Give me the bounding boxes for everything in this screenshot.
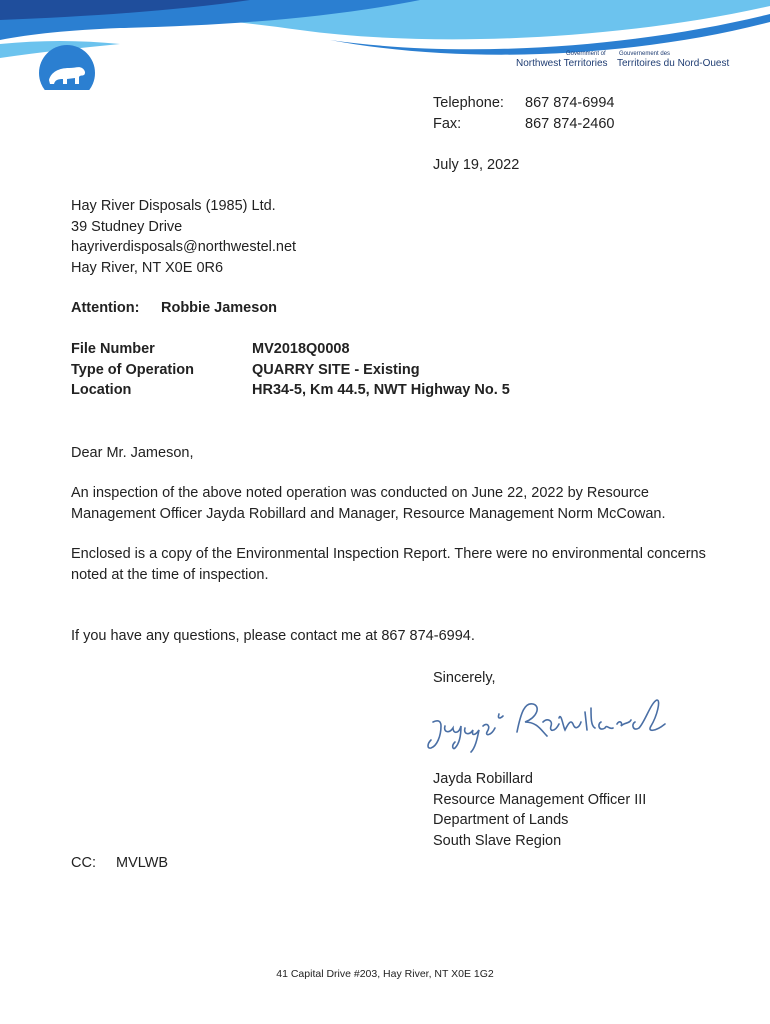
location-value: HR34-5, Km 44.5, NWT Highway No. 5 — [252, 382, 510, 398]
salutation: Dear Mr. Jameson, — [71, 445, 194, 461]
file-info-row — [71, 380, 510, 401]
contact-block — [433, 93, 615, 134]
closing-sincerely: Sincerely, — [433, 670, 496, 686]
operation-type-label: Type of Operation — [71, 361, 194, 378]
signer-title: Resource Management Officer III — [433, 791, 647, 808]
footer-address: 41 Capital Drive #203, Hay River, NT X0E 1G2 — [276, 968, 494, 980]
gov-name-english — [516, 51, 608, 70]
file-info-row — [71, 360, 510, 381]
recipient-street: 39 Studney Drive — [71, 218, 183, 235]
fax-number: 867 874-2460 — [525, 115, 615, 132]
telephone-number: 867 874-6994 — [525, 95, 615, 111]
signer-name: Jayda Robillard — [433, 771, 533, 787]
body-paragraph-1: An inspection of the above noted operation was conducted on June 22, 2022 by Resource Management Officer Jayda Robillard and Manager, Resource Management Norm McCowan. — [71, 485, 666, 522]
attention-name: Robbie Jameson — [161, 300, 278, 316]
polar-bear-icon — [38, 44, 96, 90]
signer-region: South Slave Region — [433, 832, 562, 849]
file-info-row — [71, 339, 510, 360]
cc-line — [71, 853, 168, 874]
banner-swoosh — [0, 0, 770, 90]
file-number-label: File Number — [71, 341, 155, 357]
letterhead-banner — [0, 0, 770, 90]
signer-department: Department of Lands — [433, 812, 569, 828]
recipient-address — [71, 196, 296, 278]
telephone-label: Telephone: — [433, 95, 504, 111]
handwritten-signature — [425, 692, 675, 762]
fax-label: Fax: — [433, 115, 462, 132]
recipient-company: Hay River Disposals (1985) Ltd. — [71, 198, 276, 214]
location-label: Location — [71, 382, 132, 398]
signer-block — [433, 769, 646, 851]
body-paragraph-3: If you have any questions, please contact me at 867 874-6994. — [71, 628, 475, 644]
recipient-email: hayriverdisposals@northwestel.net — [71, 239, 297, 255]
file-number-value: MV2018Q0008 — [252, 341, 350, 357]
file-info — [71, 339, 510, 401]
cc-label: CC: — [71, 855, 96, 871]
operation-type-value: QUARRY SITE - Existing — [252, 361, 420, 378]
gov-fr-prefix: Gouvernement des — [619, 51, 671, 57]
gov-name-french — [617, 51, 729, 70]
letter-date: July 19, 2022 — [433, 157, 520, 173]
recipient-city: Hay River, NT X0E 0R6 — [71, 259, 224, 276]
gov-en-name: Northwest Territories — [516, 58, 608, 69]
gov-en-prefix: Government of — [566, 51, 606, 57]
attention-label: Attention: — [71, 300, 140, 316]
body-paragraph-2: Enclosed is a copy of the Environmental Inspection Report. There were no environmental concerns noted at the time of inspection. — [71, 546, 706, 583]
cc-value: MVLWB — [116, 855, 169, 871]
gov-fr-name: Territoires du Nord-Ouest — [617, 58, 730, 69]
attention-line — [71, 298, 277, 319]
